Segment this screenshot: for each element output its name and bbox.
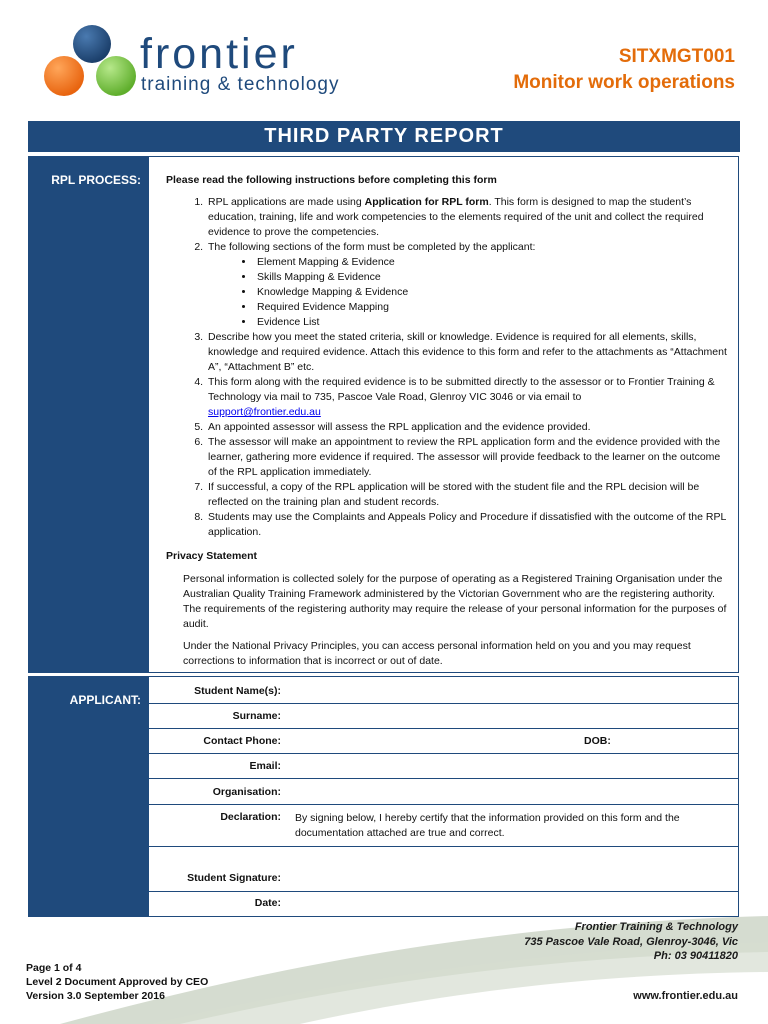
unit-code: SITXMGT001 [618, 46, 735, 67]
logo-tagline: training & technology [141, 74, 340, 95]
page-number: Page 1 of 4 [26, 962, 82, 974]
contact-phone-row[interactable] [149, 728, 738, 754]
step-text: RPL applications are made using [208, 196, 365, 208]
step-text: This form along with the required evidence is to be submitted directly to the assessor or to Frontier Training & Technology via mail to 735, Pascoe Vale Road, Glenroy VIC 3046 or via email to [208, 376, 715, 403]
step-item: 3. Describe how you meet the stated criteria, skill or knowledge. Evidence is required for all elements, skills, knowledge and required evidence. Attach this evidence to this form and refer to the attachments as “Attachment A”, “Attachment B” etc. [206, 330, 728, 375]
step-item: 5. An appointed assessor will assess the RPL application and the evidence provided. [206, 420, 728, 435]
list-item: • Evidence List [255, 315, 728, 330]
document-level: Level 2 Document Approved by CEO [26, 976, 209, 988]
privacy-paragraph: Personal information is collected solely for the purpose of operating as a Registered Training Organisation under the Australian Quality Training Framework administered by the Victorian Government who are the registering authority. The requirements of the registering authority may require the release of your personal information for the purposes of audit. [183, 573, 727, 630]
dob-label: DOB: [584, 735, 611, 747]
step-item: 8. Students may use the Complaints and Appeals Policy and Procedure if dissatisfied with the outcome of the RPL application. [206, 510, 728, 540]
footer-address: 735 Pascoe Vale Road, Glenroy-3046, Vic [524, 936, 738, 948]
logo-wordmark: frontier [140, 30, 298, 78]
contact-phone-label: Contact Phone: [203, 735, 281, 747]
step-item [206, 375, 728, 420]
step-item: 7. If successful, a copy of the RPL application will be stored with the student file and the RPL decision will be reflected on the training plan and student records. [206, 480, 728, 510]
applicant-section [28, 676, 739, 917]
step-bold-text: Application for RPL form [364, 196, 489, 208]
footer-phone: Ph: 03 90411820 [653, 950, 738, 962]
privacy-heading: Privacy Statement [166, 550, 258, 562]
step-text: . This form is designed to map the student’s education, training, life and work competencies to the elements required of the unit and collect the required evidence to prove the competencies. [208, 196, 704, 238]
declaration-row [149, 804, 738, 847]
organisation-label: Organisation: [212, 786, 281, 798]
rpl-process-section [28, 156, 739, 673]
form-sections-list [208, 255, 728, 330]
step-text: The following sections of the form must be completed by the applicant: [208, 241, 536, 253]
signature-label: Student Signature: [187, 872, 281, 884]
applicant-side-panel [29, 677, 149, 916]
organisation-row[interactable] [149, 778, 738, 805]
step-item: 6. The assessor will make an appointment to review the RPL application form and the evidence provided with the learner, gathering more evidence if required. The assessor will provide feedback to the learner on the outcome of the RPL application immediately. [206, 435, 728, 480]
list-item: • Required Evidence Mapping [255, 300, 728, 315]
applicant-label: APPLICANT: [69, 693, 141, 707]
step-item [206, 195, 728, 240]
document-version: Version 3.0 September 2016 [26, 990, 165, 1002]
signature-row[interactable] [149, 846, 738, 892]
surname-row[interactable] [149, 703, 738, 729]
rpl-instructions [166, 173, 728, 669]
date-label: Date: [254, 897, 281, 909]
company-logo [42, 24, 372, 102]
declaration-text: By signing below, I hereby certify that the information provided on this form and the documentation attached are true and correct. [295, 812, 680, 839]
list-item: • Element Mapping & Evidence [255, 255, 728, 270]
surname-label: Surname: [232, 710, 281, 722]
step-item [206, 240, 728, 330]
student-name-row[interactable] [149, 677, 738, 704]
support-email-link[interactable]: support@frontier.edu.au [208, 406, 321, 418]
report-title: THIRD PARTY REPORT [28, 121, 740, 152]
logo-circles-icon [42, 24, 142, 102]
list-item: • Knowledge Mapping & Evidence [255, 285, 728, 300]
rpl-side-panel [29, 157, 149, 672]
privacy-paragraph: Under the National Privacy Principles, you can access personal information held on you and you may request corrections to information that is incorrect or out of date. [183, 640, 691, 667]
footer-website[interactable]: www.frontier.edu.au [633, 990, 738, 1002]
list-item: • Skills Mapping & Evidence [255, 270, 728, 285]
instruction-steps [166, 195, 728, 540]
declaration-label: Declaration: [220, 811, 281, 823]
rpl-process-label: RPL PROCESS: [51, 173, 141, 187]
unit-title: Monitor work operations [513, 72, 735, 93]
instructions-intro: Please read the following instructions before completing this form [166, 174, 497, 186]
email-row[interactable] [149, 753, 738, 779]
student-name-label: Student Name(s): [194, 685, 281, 697]
email-label: Email: [249, 760, 281, 772]
footer-company: Frontier Training & Technology [574, 921, 738, 933]
